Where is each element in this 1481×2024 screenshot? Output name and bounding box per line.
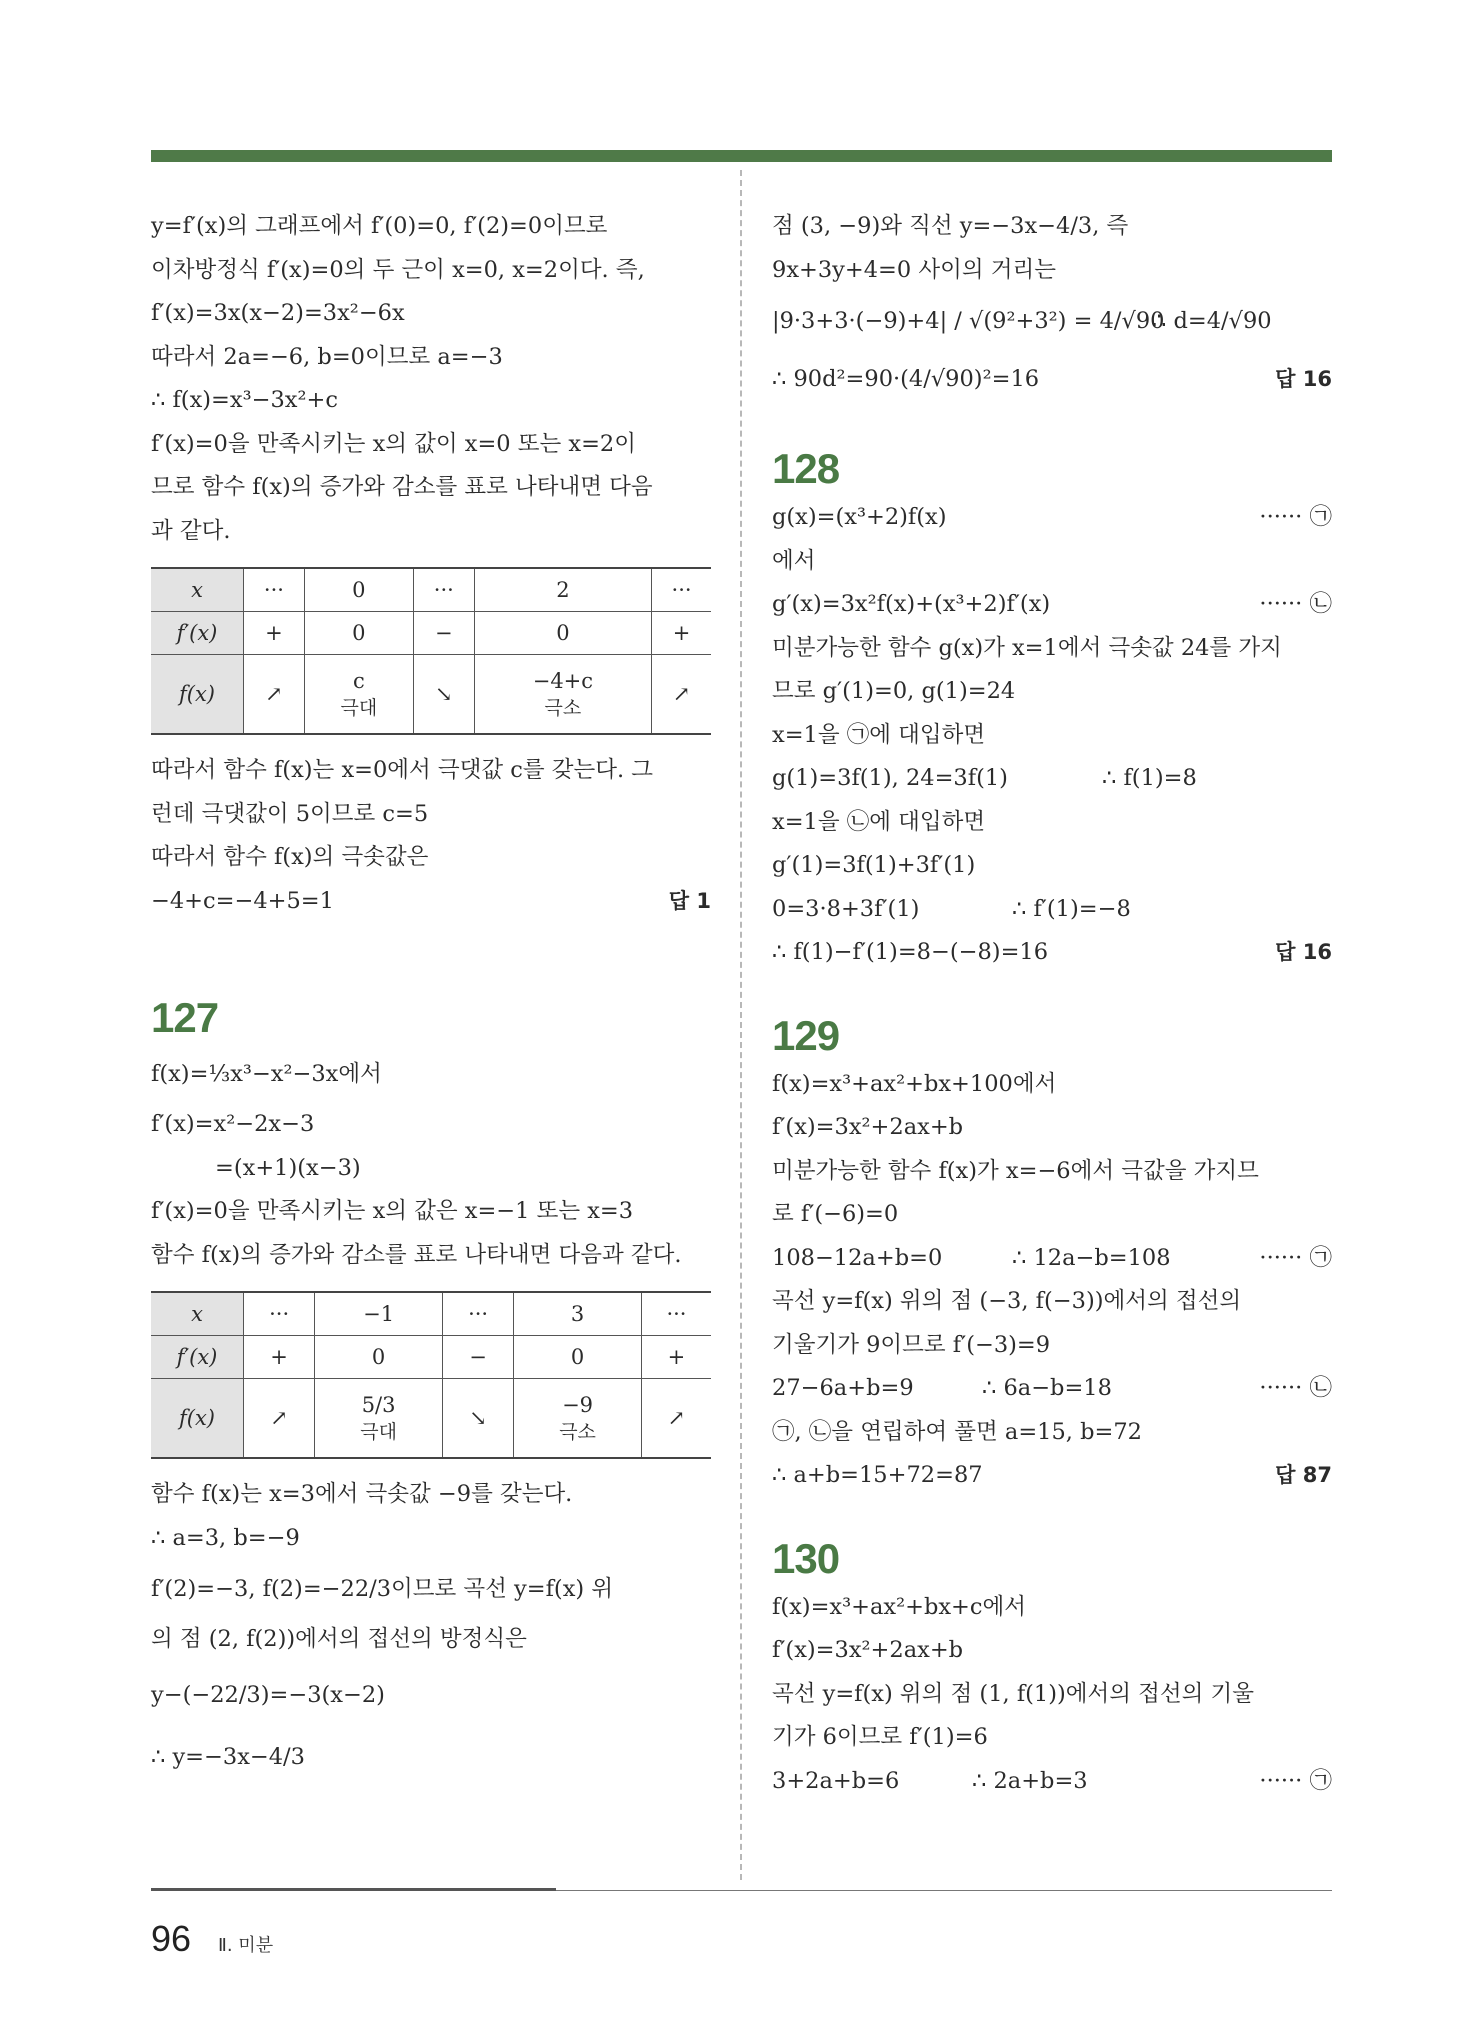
table-row	[151, 612, 711, 655]
table-row	[151, 655, 711, 735]
text-span: −4+c=−4+5=1	[151, 887, 334, 914]
text-line: 과 같다.	[151, 517, 231, 544]
text-line: 점 (3, −9)와 직선 y=−3x−4/3, 즉	[772, 213, 1129, 239]
text-line: ∴ y=−3x−4/3	[151, 1743, 305, 1770]
header-bar	[151, 150, 1332, 162]
distance-result: ∴ d=4/√90	[1152, 308, 1272, 334]
text-line	[772, 292, 1332, 350]
table-row	[151, 1379, 711, 1459]
table-cell: −	[442, 1336, 513, 1379]
local-min-value: −9	[562, 1393, 594, 1417]
table-cell: ↗	[244, 1379, 315, 1459]
text-line: ㉠, ㉡을 연립하여 풀면 a=15, b=72	[772, 1418, 1142, 1445]
local-min-label: 극소	[544, 697, 582, 719]
column-divider	[740, 170, 742, 1880]
increase-decrease-table-2	[151, 1291, 711, 1459]
table-cell: 0	[474, 612, 651, 655]
table-cell: f(x)	[151, 1379, 244, 1459]
text-line	[151, 880, 711, 924]
text-line	[772, 1760, 1332, 1804]
table-cell: f′(x)	[151, 612, 244, 655]
text-line: =(x+1)(x−3)	[215, 1154, 361, 1181]
text-line: f′(x)=3x(x−2)=3x²−6x	[151, 300, 405, 326]
text-line	[772, 350, 1332, 408]
text-span: ∴ 90d²=90·(4/√90)²=16	[772, 366, 1040, 392]
text-line: 미분가능한 함수 f(x)가 x=−6에서 극값을 가지므	[772, 1157, 1259, 1184]
table-cell: f′(x)	[151, 1336, 244, 1379]
table-cell	[474, 655, 651, 735]
equation-mark-1: ······ ㉠	[1259, 1244, 1332, 1271]
text-line: 런데 극댓값이 5이므로 c=5	[151, 800, 429, 827]
table-row	[151, 568, 711, 612]
local-max-value: c	[352, 669, 365, 693]
table-cell: +	[641, 1336, 711, 1379]
section-title: Ⅱ. 미분	[218, 1935, 274, 1956]
text-line	[772, 1237, 1332, 1281]
table-cell: −	[413, 612, 474, 655]
text-line	[772, 1454, 1332, 1498]
table-row	[151, 1336, 711, 1379]
text-line	[772, 1367, 1332, 1411]
text-line: x=1을 ㉡에 대입하면	[772, 808, 986, 835]
text-line: f′(x)=3x²+2ax+b	[772, 1637, 964, 1663]
text-span: ∴ f′(1)=−8	[1012, 895, 1131, 922]
table-cell: 0	[304, 568, 413, 612]
table-cell: ···	[244, 1292, 315, 1336]
text-span: 0=3·8+3f′(1)	[772, 895, 920, 922]
table-cell: ↗	[652, 655, 711, 735]
table-cell: ···	[641, 1292, 711, 1336]
table-cell	[304, 655, 413, 735]
text-span: ∴ f(1)=8	[1102, 765, 1197, 791]
table-cell: +	[244, 1336, 315, 1379]
text-line: 로 f′(−6)=0	[772, 1201, 899, 1227]
text-line: 따라서 2a=−6, b=0이므로 a=−3	[151, 343, 503, 370]
text-span: ∴ 6a−b=18	[982, 1375, 1112, 1401]
table-cell: 0	[514, 1336, 642, 1379]
equation-mark-1: ······ ㉠	[1259, 504, 1332, 530]
text-line: 므로 g′(1)=0, g(1)=24	[772, 678, 1016, 704]
table-cell: +	[652, 612, 711, 655]
page-number: 96	[151, 1918, 192, 1959]
table-cell: ···	[652, 568, 711, 612]
text-span: 3+2a+b=6	[772, 1767, 900, 1794]
equation-mark-2: ······ ㉡	[1259, 1375, 1332, 1401]
table-cell: 2	[474, 568, 651, 612]
text-span: g(1)=3f(1), 24=3f(1)	[772, 765, 1008, 791]
text-line: 의 점 (2, f(2))에서의 접선의 방정식은	[151, 1626, 527, 1652]
table-cell: ↘	[413, 655, 474, 735]
text-line: 9x+3y+4=0 사이의 거리는	[772, 256, 1056, 283]
table-cell: +	[244, 612, 305, 655]
local-max-label: 극대	[360, 1421, 397, 1443]
table-cell: 3	[514, 1292, 642, 1336]
table-cell: ···	[413, 568, 474, 612]
text-line: f(x)=x³+ax²+bx+c에서	[772, 1593, 1026, 1620]
text-line: 므로 함수 f(x)의 증가와 감소를 표로 나타내면 다음	[151, 474, 653, 500]
table-cell: ···	[244, 568, 305, 612]
table-cell	[514, 1379, 642, 1459]
problem-number-130: 130	[772, 1534, 840, 1582]
text-line: x=1을 ㉠에 대입하면	[772, 721, 986, 748]
problem-number-127: 127	[151, 994, 219, 1041]
text-line: f′(x)=0을 만족시키는 x의 값이 x=0 또는 x=2이	[151, 430, 636, 457]
local-max-label: 극대	[340, 697, 378, 719]
table-row	[151, 1292, 711, 1336]
text-line: f′(x)=x²−2x−3	[151, 1111, 315, 1137]
text-span: g(x)=(x³+2)f(x)	[772, 504, 947, 530]
text-span: ∴ a+b=15+72=87	[772, 1462, 983, 1488]
text-line: 곡선 y=f(x) 위의 점 (1, f(1))에서의 접선의 기울	[772, 1680, 1254, 1707]
table-cell: f(x)	[151, 655, 244, 735]
text-line: f′(x)=3x²+2ax+b	[772, 1114, 964, 1140]
text-line: 함수 f(x)는 x=3에서 극솟값 −9를 갖는다.	[151, 1481, 573, 1507]
table-cell: −1	[315, 1292, 443, 1336]
text-line	[772, 888, 1332, 932]
text-line	[772, 931, 1332, 975]
text-line: f′(2)=−3, f(2)=−22/3이므로 곡선 y=f(x) 위	[151, 1576, 614, 1602]
text-span: ∴ 2a+b=3	[972, 1767, 1088, 1794]
table-cell: x	[151, 568, 244, 612]
table-cell: ↘	[442, 1379, 513, 1459]
answer-label: 답 1	[668, 888, 711, 913]
text-span: 27−6a+b=9	[772, 1375, 914, 1401]
table-cell	[315, 1379, 443, 1459]
text-line: y−(−22/3)=−3(x−2)	[151, 1681, 385, 1708]
table-cell: 0	[304, 612, 413, 655]
text-line	[772, 583, 1332, 627]
right-column	[772, 205, 1332, 1803]
text-line: g′(1)=3f(1)+3f′(1)	[772, 852, 976, 878]
text-span: ∴ 12a−b=108	[1012, 1244, 1171, 1271]
equation-mark-2: ······ ㉡	[1259, 591, 1332, 617]
text-line: ∴ a=3, b=−9	[151, 1524, 300, 1551]
table-cell: x	[151, 1292, 244, 1336]
text-line: 따라서 함수 f(x)는 x=0에서 극댓값 c를 갖는다. 그	[151, 757, 654, 783]
text-span: ∴ f(1)−f′(1)=8−(−8)=16	[772, 939, 1049, 965]
text-line: 함수 f(x)의 증가와 감소를 표로 나타내면 다음과 같다.	[151, 1241, 682, 1268]
increase-decrease-table-1	[151, 567, 711, 735]
local-max-value: 5/3	[361, 1393, 396, 1417]
local-min-value: −4+c	[532, 669, 594, 693]
answer-label: 답 87	[1275, 1463, 1332, 1487]
text-line: 따라서 함수 f(x)의 극솟값은	[151, 844, 429, 870]
local-min-label: 극소	[559, 1421, 596, 1443]
table-cell: 0	[315, 1336, 443, 1379]
footer-rule-accent	[151, 1888, 556, 1891]
text-line: 이차방정식 f′(x)=0의 두 근이 x=0, x=2이다. 즉,	[151, 256, 645, 283]
problem-number-128: 128	[772, 445, 840, 492]
left-column	[151, 205, 711, 1786]
text-line: 곡선 y=f(x) 위의 점 (−3, f(−3))에서의 접선의	[772, 1288, 1242, 1314]
table-cell: ↗	[641, 1379, 711, 1459]
text-line	[772, 496, 1332, 540]
text-line: 기울기가 9이므로 f′(−3)=9	[772, 1331, 1051, 1358]
text-line	[772, 757, 1332, 801]
text-line: y=f′(x)의 그래프에서 f′(0)=0, f′(2)=0이므로	[151, 213, 608, 239]
text-line: f(x)=⅓x³−x²−3x에서	[151, 1061, 382, 1087]
text-line: 기가 6이므로 f′(1)=6	[772, 1724, 988, 1750]
answer-label: 답 16	[1275, 940, 1332, 964]
text-line: ∴ f(x)=x³−3x²+c	[151, 387, 338, 413]
equation-mark-1: ······ ㉠	[1259, 1767, 1332, 1794]
distance-formula: |9·3+3·(−9)+4| / √(9²+3²) = 4/√90	[772, 308, 1165, 334]
text-span: g′(x)=3x²f(x)+(x³+2)f′(x)	[772, 591, 1051, 617]
answer-label: 답 16	[1275, 367, 1332, 391]
text-line: f′(x)=0을 만족시키는 x의 값은 x=−1 또는 x=3	[151, 1198, 634, 1224]
problem-number-129: 129	[772, 1011, 840, 1059]
text-line: f(x)=x³+ax²+bx+100에서	[772, 1070, 1057, 1097]
text-line: 에서	[772, 547, 816, 574]
table-cell: ↗	[244, 655, 305, 735]
text-span: 108−12a+b=0	[772, 1244, 943, 1271]
text-line: 미분가능한 함수 g(x)가 x=1에서 극솟값 24를 가지	[772, 634, 1282, 661]
table-cell: ···	[442, 1292, 513, 1336]
